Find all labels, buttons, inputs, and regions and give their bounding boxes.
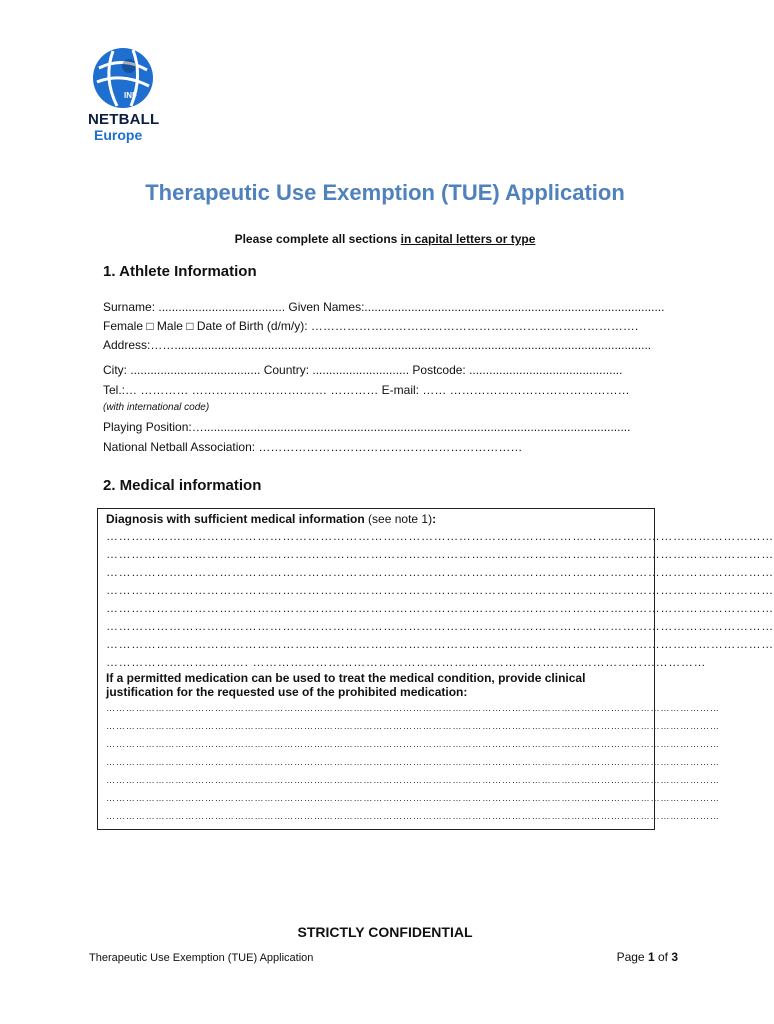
- justification-line[interactable]: ……………………………………………………………………………………………………………………………………………………………………: [106, 793, 720, 803]
- netball-europe-logo: [88, 46, 158, 143]
- gender-dob-field[interactable]: Female □ Male □ Date of Birth (d/m/y): ……………………………………………………………………….: [103, 319, 639, 333]
- permitted-medication-label: If a permitted medication can be used to treat the medical condition, provide clinical justification for the requested use of the prohibited medication:: [106, 671, 586, 699]
- justification-line[interactable]: ……………………………………………………………………………………………………………………………………………………………………: [106, 721, 720, 731]
- justification-line[interactable]: ……………………………………………………………………………………………………………………………………………………………………: [106, 757, 720, 767]
- diagnosis-line[interactable]: ……………………………………………………………………………………………………………………………………………: [106, 637, 774, 651]
- international-code-note: (with international code): [103, 402, 210, 413]
- justification-line[interactable]: ……………………………………………………………………………………………………………………………………………………………………: [106, 775, 720, 785]
- section1-heading: 1. Athlete Information: [103, 263, 257, 280]
- tel-email-field[interactable]: Tel.:… ………… ……………………….…… ………… E-mail: …… ………………………………………: [103, 383, 630, 397]
- diagnosis-line[interactable]: ……………………………………………………………………………………………………………………………………………: [106, 547, 774, 561]
- confidential-notice: STRICTLY CONFIDENTIAL: [297, 924, 473, 940]
- diagnosis-line[interactable]: ……………………………………………………………………………………………………………………………………………: [106, 565, 774, 579]
- national-association-field[interactable]: National Netball Association: …………………………………………………………: [103, 440, 523, 454]
- justification-line[interactable]: ……………………………………………………………………………………………………………………………………………………………………: [106, 811, 720, 821]
- diagnosis-line[interactable]: ……………………………………………………………………………………………………………………………………………: [106, 529, 774, 543]
- diagnosis-line[interactable]: ……………………………. ………………………………………………………………………………………………: [106, 655, 707, 669]
- address-field[interactable]: Address:……...............................................................................................................................................: [103, 338, 652, 352]
- brand-region: Europe: [94, 127, 143, 143]
- diagnosis-line[interactable]: ……………………………………………………………………………………………………………………………………………: [106, 583, 774, 597]
- footer-document-title: Therapeutic Use Exemption (TUE) Application: [89, 952, 314, 964]
- playing-position-field[interactable]: Playing Position:…................................................................................................................................: [103, 420, 631, 434]
- brand-name: NETBALL: [88, 111, 160, 128]
- diagnosis-line[interactable]: ……………………………………………………………………………………………………………………………………………: [106, 601, 774, 615]
- diagnosis-label: Diagnosis with sufficient medical information (see note 1):: [106, 512, 437, 526]
- svg-text:INF: INF: [124, 91, 137, 100]
- page-number: Page 1 of 3: [616, 950, 678, 964]
- instruction-text: Please complete all sections in capital letters or type: [234, 232, 536, 246]
- medical-information-box: [97, 508, 774, 830]
- city-country-postcode-field[interactable]: City: ....................................... Country: ............................. Postcode: ..............................................: [103, 363, 623, 377]
- justification-line[interactable]: ……………………………………………………………………………………………………………………………………………………………………: [106, 739, 720, 749]
- diagnosis-line[interactable]: ……………………………………………………………………………………………………………………………………………: [106, 619, 774, 633]
- surname-given-names-field[interactable]: Surname: ...................................... Given Names:..........................................................................................: [103, 300, 665, 314]
- section2-heading: 2. Medical information: [103, 477, 262, 494]
- globe-logo-icon: [91, 46, 155, 110]
- justification-line[interactable]: ……………………………………………………………………………………………………………………………………………………………………: [106, 703, 720, 713]
- instruction-emphasis: in capital letters or type: [400, 232, 536, 246]
- page-title: Therapeutic Use Exemption (TUE) Application: [145, 180, 625, 205]
